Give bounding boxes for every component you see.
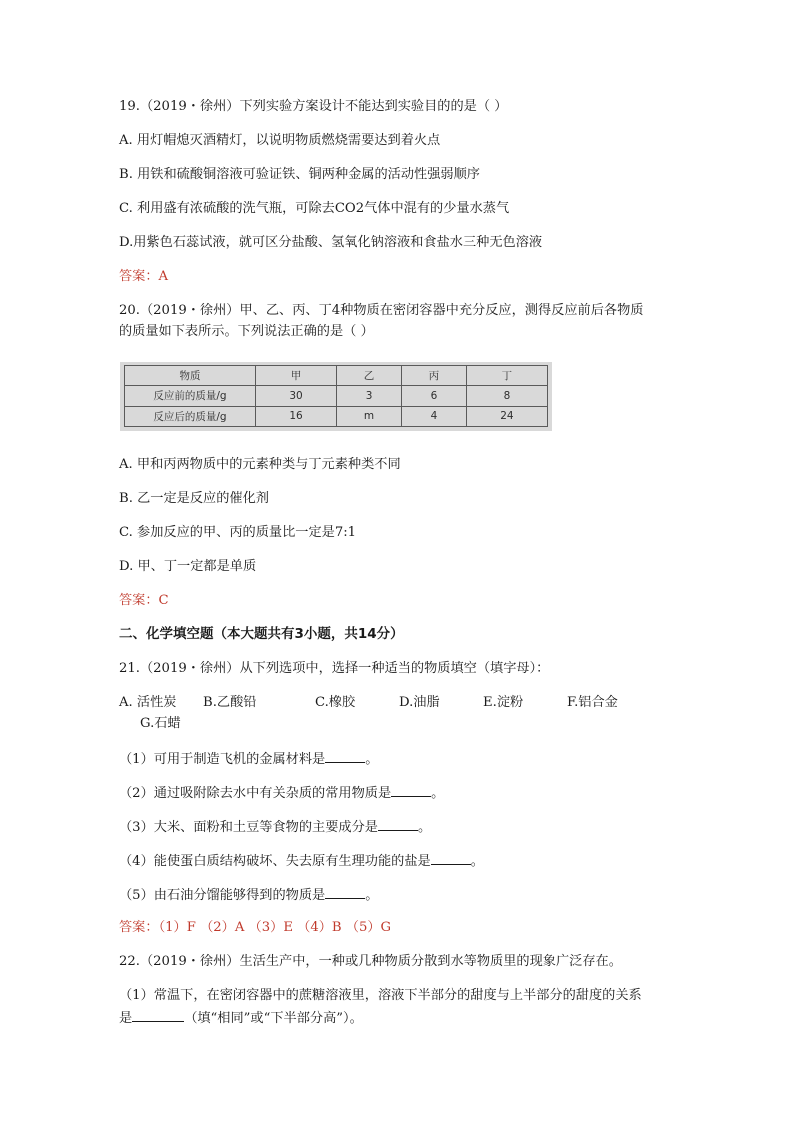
table-header-row — [125, 366, 548, 386]
section-2-title: 二、化学填空题（本大题共有3小题，共14分） — [119, 626, 404, 642]
q21-item-4 — [119, 851, 484, 871]
period: 。 — [417, 820, 432, 835]
q21-answer: 答案：（1）F （2）A （3）E （4）B （5）G — [119, 920, 392, 935]
q21-item-3-text: （3）大米、面粉和土豆等食物的主要成分是 — [119, 820, 378, 835]
period: 。 — [431, 786, 445, 801]
q22-part1-prefix: 是 — [119, 1011, 133, 1026]
q21-item-1 — [119, 749, 378, 769]
q21-choice-a: A. 活性炭 — [119, 695, 177, 710]
answer-blank[interactable] — [431, 851, 471, 865]
table-cell: 4 — [401, 406, 466, 426]
q21-choice-e: E.淀粉 — [483, 695, 524, 710]
q21-choice-c: C.橡胶 — [315, 695, 356, 710]
q22-stem: 22.（2019・徐州）生活生产中，一种或几种物质分散到水等物质里的现象广泛存在。 — [119, 954, 622, 969]
period: 。 — [365, 888, 379, 903]
q21-item-2-text: （2）通过吸附除去水中有关杂质的常用物质是 — [119, 786, 392, 801]
q22-part1-line2 — [119, 1008, 363, 1028]
q20-mass-table-image — [120, 362, 552, 431]
q20-option-a: A. 甲和丙两物质中的元素种类与丁元素种类不同 — [119, 457, 401, 472]
q21-choice-d: D.油脂 — [399, 695, 440, 710]
table-cell: 24 — [466, 406, 547, 426]
q19-option-d: D.用紫色石蕊试液，就可区分盐酸、氢氧化钠溶液和食盐水三种无色溶液 — [119, 235, 543, 250]
q20-option-d: D. 甲、丁一定都是单质 — [119, 559, 257, 574]
table-cell: 8 — [466, 386, 547, 406]
table-cell: 16 — [256, 406, 337, 426]
q21-choice-g: G.石蜡 — [140, 716, 181, 731]
q21-choice-b: B.乙酸铅 — [203, 695, 257, 710]
q21-item-5-text: （5）由石油分馏能够得到的物质是 — [119, 888, 326, 903]
q19-stem: 19.（2019・徐州）下列实验方案设计不能达到实验目的的是（ ） — [119, 99, 508, 114]
table-cell: 30 — [256, 386, 337, 406]
q20-stem-line1: 20.（2019・徐州）甲、乙、丙、丁4种物质在密闭容器中充分反应，测得反应前后各物质 — [119, 303, 644, 318]
q21-item-4-text: （4）能使蛋白质结构破坏、失去原有生理功能的盐是 — [119, 854, 431, 869]
q19-answer: 答案：A — [119, 269, 169, 284]
q21-item-3 — [119, 817, 431, 837]
q20-stem-line2: 的质量如下表所示。下列说法正确的是（ ） — [119, 324, 374, 339]
table-cell: 反应后的质量/g — [125, 406, 256, 426]
q21-stem: 21.（2019・徐州）从下列选项中，选择一种适当的物质填空（填字母）： — [119, 661, 550, 676]
table-cell: 反应前的质量/g — [125, 386, 256, 406]
q20-option-b: B. 乙一定是反应的催化剂 — [119, 491, 269, 506]
answer-blank[interactable] — [132, 1008, 184, 1022]
q21-item-2 — [119, 783, 444, 803]
q19-option-a: A. 用灯帽熄灭酒精灯，以说明物质燃烧需要达到着火点 — [119, 133, 441, 148]
table-header-cell: 物质 — [125, 366, 256, 386]
table-row — [125, 386, 548, 406]
q21-choice-f: F.铝合金 — [567, 695, 618, 710]
q19-option-b: B. 用铁和硫酸铜溶液可验证铁、铜两种金属的活动性强弱顺序 — [119, 167, 480, 182]
answer-blank[interactable] — [325, 885, 365, 899]
table-row — [125, 406, 548, 426]
q19-option-c: C. 利用盛有浓硫酸的洗气瓶，可除去CO2气体中混有的少量水蒸气 — [119, 201, 510, 216]
q22-part1-line1: （1）常温下，在密闭容器中的蔗糖溶液里，溶液下半部分的甜度与上半部分的甜度的关系 — [119, 988, 642, 1003]
table-header-cell: 丁 — [466, 366, 547, 386]
period: 。 — [470, 854, 484, 869]
q20-option-c: C. 参加反应的甲、丙的质量比一定是7:1 — [119, 525, 357, 540]
table-header-cell: 甲 — [256, 366, 337, 386]
q22-part1-suffix: （填“相同”或“下半部分高”）。 — [184, 1011, 363, 1026]
answer-blank[interactable] — [325, 749, 365, 763]
q20-mass-table — [124, 365, 548, 427]
q21-item-1-text: （1）可用于制造飞机的金属材料是 — [119, 752, 326, 767]
table-header-cell: 丙 — [401, 366, 466, 386]
answer-blank[interactable] — [378, 817, 418, 831]
q20-answer: 答案：C — [119, 593, 169, 608]
period: 。 — [365, 752, 379, 767]
q21-item-5 — [119, 885, 378, 905]
table-cell: 3 — [337, 386, 402, 406]
answer-blank[interactable] — [391, 783, 431, 797]
table-header-cell: 乙 — [337, 366, 402, 386]
table-cell: 6 — [401, 386, 466, 406]
table-cell: m — [337, 406, 402, 426]
